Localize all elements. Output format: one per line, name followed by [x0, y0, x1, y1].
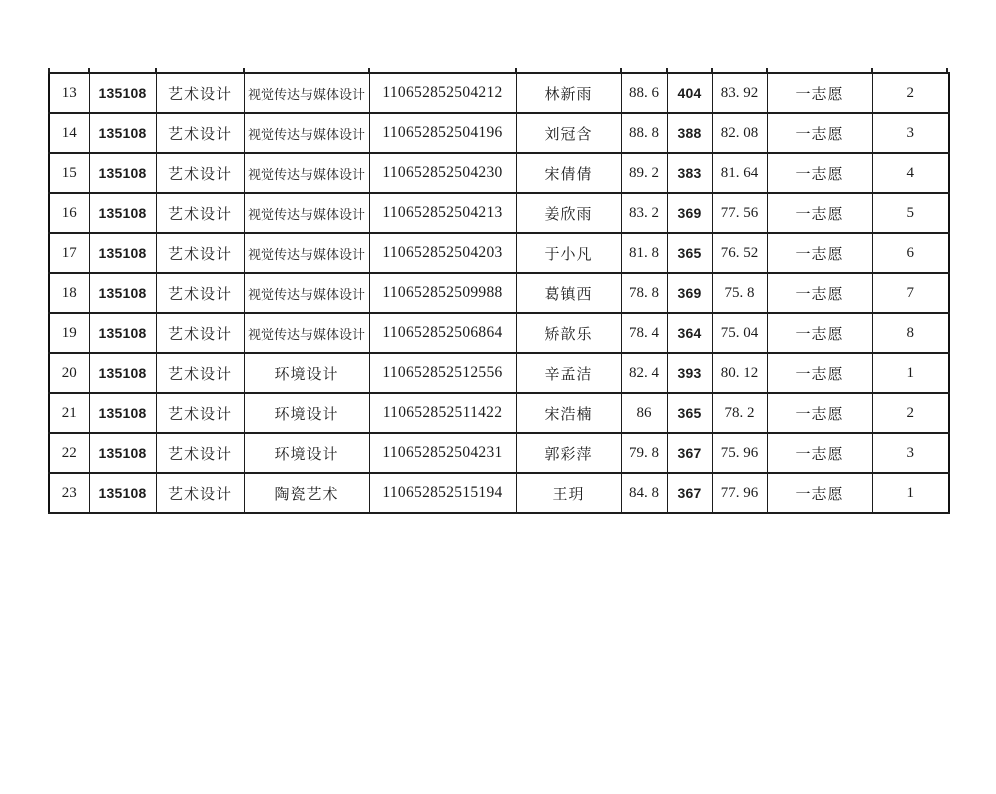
cell-score-c: 81. 64	[712, 153, 767, 193]
cell-code: 135108	[89, 313, 156, 353]
table-row	[49, 433, 949, 473]
cell-rank: 2	[872, 393, 949, 433]
cell-volunteer: 一志愿	[767, 393, 872, 433]
cell-score-a: 78. 8	[621, 273, 667, 313]
table-row	[49, 73, 949, 113]
cell-volunteer: 一志愿	[767, 473, 872, 513]
cell-major: 艺术设计	[156, 73, 244, 113]
cell-major: 艺术设计	[156, 433, 244, 473]
cell-rank: 5	[872, 193, 949, 233]
cell-score-c: 76. 52	[712, 233, 767, 273]
cell-rank: 3	[872, 113, 949, 153]
cell-rank: 4	[872, 153, 949, 193]
cell-volunteer: 一志愿	[767, 193, 872, 233]
cell-program: 环境设计	[244, 393, 369, 433]
cell-candidate-no: 110652852504213	[369, 193, 516, 233]
cell-program: 视觉传达与媒体设计	[244, 233, 369, 273]
cell-name: 王玥	[516, 473, 621, 513]
cell-code: 135108	[89, 153, 156, 193]
cell-no: 15	[49, 153, 89, 193]
cell-rank: 7	[872, 273, 949, 313]
cell-major: 艺术设计	[156, 233, 244, 273]
cell-score-c: 75. 96	[712, 433, 767, 473]
cell-score-c: 78. 2	[712, 393, 767, 433]
table-row	[49, 273, 949, 313]
cell-score-a: 83. 2	[621, 193, 667, 233]
cell-volunteer: 一志愿	[767, 353, 872, 393]
cell-major: 艺术设计	[156, 353, 244, 393]
cell-code: 135108	[89, 233, 156, 273]
cell-score-a: 81. 8	[621, 233, 667, 273]
cell-code: 135108	[89, 273, 156, 313]
cell-name: 宋浩楠	[516, 393, 621, 433]
table-row	[49, 393, 949, 433]
cell-rank: 1	[872, 473, 949, 513]
cell-score-c: 75. 8	[712, 273, 767, 313]
cell-rank: 2	[872, 73, 949, 113]
column-border-tick	[155, 68, 157, 72]
cell-volunteer: 一志愿	[767, 153, 872, 193]
cell-score-a: 88. 8	[621, 113, 667, 153]
cell-volunteer: 一志愿	[767, 433, 872, 473]
cell-score-b: 383	[667, 153, 712, 193]
table-row	[49, 353, 949, 393]
cell-score-a: 86	[621, 393, 667, 433]
cell-score-a: 89. 2	[621, 153, 667, 193]
cell-no: 18	[49, 273, 89, 313]
cell-program: 视觉传达与媒体设计	[244, 113, 369, 153]
cell-volunteer: 一志愿	[767, 73, 872, 113]
cell-score-c: 82. 08	[712, 113, 767, 153]
column-border-tick	[711, 68, 713, 72]
cell-candidate-no: 110652852504230	[369, 153, 516, 193]
cell-rank: 3	[872, 433, 949, 473]
cell-name: 林新雨	[516, 73, 621, 113]
cell-candidate-no: 110652852506864	[369, 313, 516, 353]
cell-name: 宋倩倩	[516, 153, 621, 193]
cell-score-b: 367	[667, 433, 712, 473]
column-border-tick	[946, 68, 948, 72]
cell-code: 135108	[89, 393, 156, 433]
cell-score-a: 88. 6	[621, 73, 667, 113]
column-border-tick	[620, 68, 622, 72]
cell-no: 13	[49, 73, 89, 113]
cell-no: 22	[49, 433, 89, 473]
cell-major: 艺术设计	[156, 273, 244, 313]
cell-candidate-no: 110652852509988	[369, 273, 516, 313]
cell-score-b: 364	[667, 313, 712, 353]
column-border-tick	[766, 68, 768, 72]
cell-program: 陶瓷艺术	[244, 473, 369, 513]
cell-code: 135108	[89, 473, 156, 513]
cell-program: 视觉传达与媒体设计	[244, 73, 369, 113]
column-border-tick	[515, 68, 517, 72]
cell-code: 135108	[89, 193, 156, 233]
cell-code: 135108	[89, 353, 156, 393]
cell-program: 视觉传达与媒体设计	[244, 193, 369, 233]
cell-code: 135108	[89, 433, 156, 473]
cell-volunteer: 一志愿	[767, 233, 872, 273]
cell-name: 辛孟洁	[516, 353, 621, 393]
cell-name: 姜欣雨	[516, 193, 621, 233]
cell-no: 20	[49, 353, 89, 393]
cell-score-b: 388	[667, 113, 712, 153]
cell-candidate-no: 110652852504203	[369, 233, 516, 273]
cell-score-c: 80. 12	[712, 353, 767, 393]
cell-program: 环境设计	[244, 353, 369, 393]
column-border-tick	[48, 68, 50, 72]
cell-major: 艺术设计	[156, 393, 244, 433]
cell-major: 艺术设计	[156, 113, 244, 153]
cell-score-b: 369	[667, 273, 712, 313]
table-row	[49, 153, 949, 193]
cell-rank: 6	[872, 233, 949, 273]
cell-no: 21	[49, 393, 89, 433]
cell-score-b: 369	[667, 193, 712, 233]
cell-score-b: 393	[667, 353, 712, 393]
admission-table-body	[49, 73, 949, 513]
cell-candidate-no: 110652852504231	[369, 433, 516, 473]
cell-major: 艺术设计	[156, 473, 244, 513]
cell-candidate-no: 110652852512556	[369, 353, 516, 393]
table-row	[49, 233, 949, 273]
cell-no: 16	[49, 193, 89, 233]
table-row	[49, 113, 949, 153]
table-row	[49, 313, 949, 353]
cell-score-a: 79. 8	[621, 433, 667, 473]
cell-volunteer: 一志愿	[767, 113, 872, 153]
cell-name: 于小凡	[516, 233, 621, 273]
cell-major: 艺术设计	[156, 313, 244, 353]
cell-rank: 1	[872, 353, 949, 393]
cell-no: 19	[49, 313, 89, 353]
cell-candidate-no: 110652852504212	[369, 73, 516, 113]
cell-score-b: 404	[667, 73, 712, 113]
cell-score-c: 83. 92	[712, 73, 767, 113]
cell-name: 矫歆乐	[516, 313, 621, 353]
cell-volunteer: 一志愿	[767, 313, 872, 353]
cell-score-c: 75. 04	[712, 313, 767, 353]
column-border-tick	[243, 68, 245, 72]
cell-score-c: 77. 96	[712, 473, 767, 513]
cell-score-b: 365	[667, 393, 712, 433]
cell-name: 刘冠含	[516, 113, 621, 153]
column-border-tick	[666, 68, 668, 72]
cell-candidate-no: 110652852515194	[369, 473, 516, 513]
cell-no: 23	[49, 473, 89, 513]
cell-score-a: 78. 4	[621, 313, 667, 353]
table-row	[49, 473, 949, 513]
column-border-tick	[368, 68, 370, 72]
column-border-tick	[88, 68, 90, 72]
cell-no: 14	[49, 113, 89, 153]
cell-score-a: 82. 4	[621, 353, 667, 393]
cell-volunteer: 一志愿	[767, 273, 872, 313]
admission-table	[48, 72, 950, 514]
cell-major: 艺术设计	[156, 193, 244, 233]
admission-table-container	[48, 72, 948, 514]
cell-no: 17	[49, 233, 89, 273]
cell-program: 视觉传达与媒体设计	[244, 273, 369, 313]
cell-rank: 8	[872, 313, 949, 353]
cell-name: 葛镇西	[516, 273, 621, 313]
cell-code: 135108	[89, 73, 156, 113]
cell-code: 135108	[89, 113, 156, 153]
cell-candidate-no: 110652852511422	[369, 393, 516, 433]
cell-name: 郭彩萍	[516, 433, 621, 473]
cell-score-b: 365	[667, 233, 712, 273]
cell-candidate-no: 110652852504196	[369, 113, 516, 153]
cell-score-a: 84. 8	[621, 473, 667, 513]
table-row	[49, 193, 949, 233]
cell-score-c: 77. 56	[712, 193, 767, 233]
cell-program: 视觉传达与媒体设计	[244, 313, 369, 353]
column-border-tick	[871, 68, 873, 72]
cell-score-b: 367	[667, 473, 712, 513]
cell-program: 视觉传达与媒体设计	[244, 153, 369, 193]
cell-program: 环境设计	[244, 433, 369, 473]
cell-major: 艺术设计	[156, 153, 244, 193]
